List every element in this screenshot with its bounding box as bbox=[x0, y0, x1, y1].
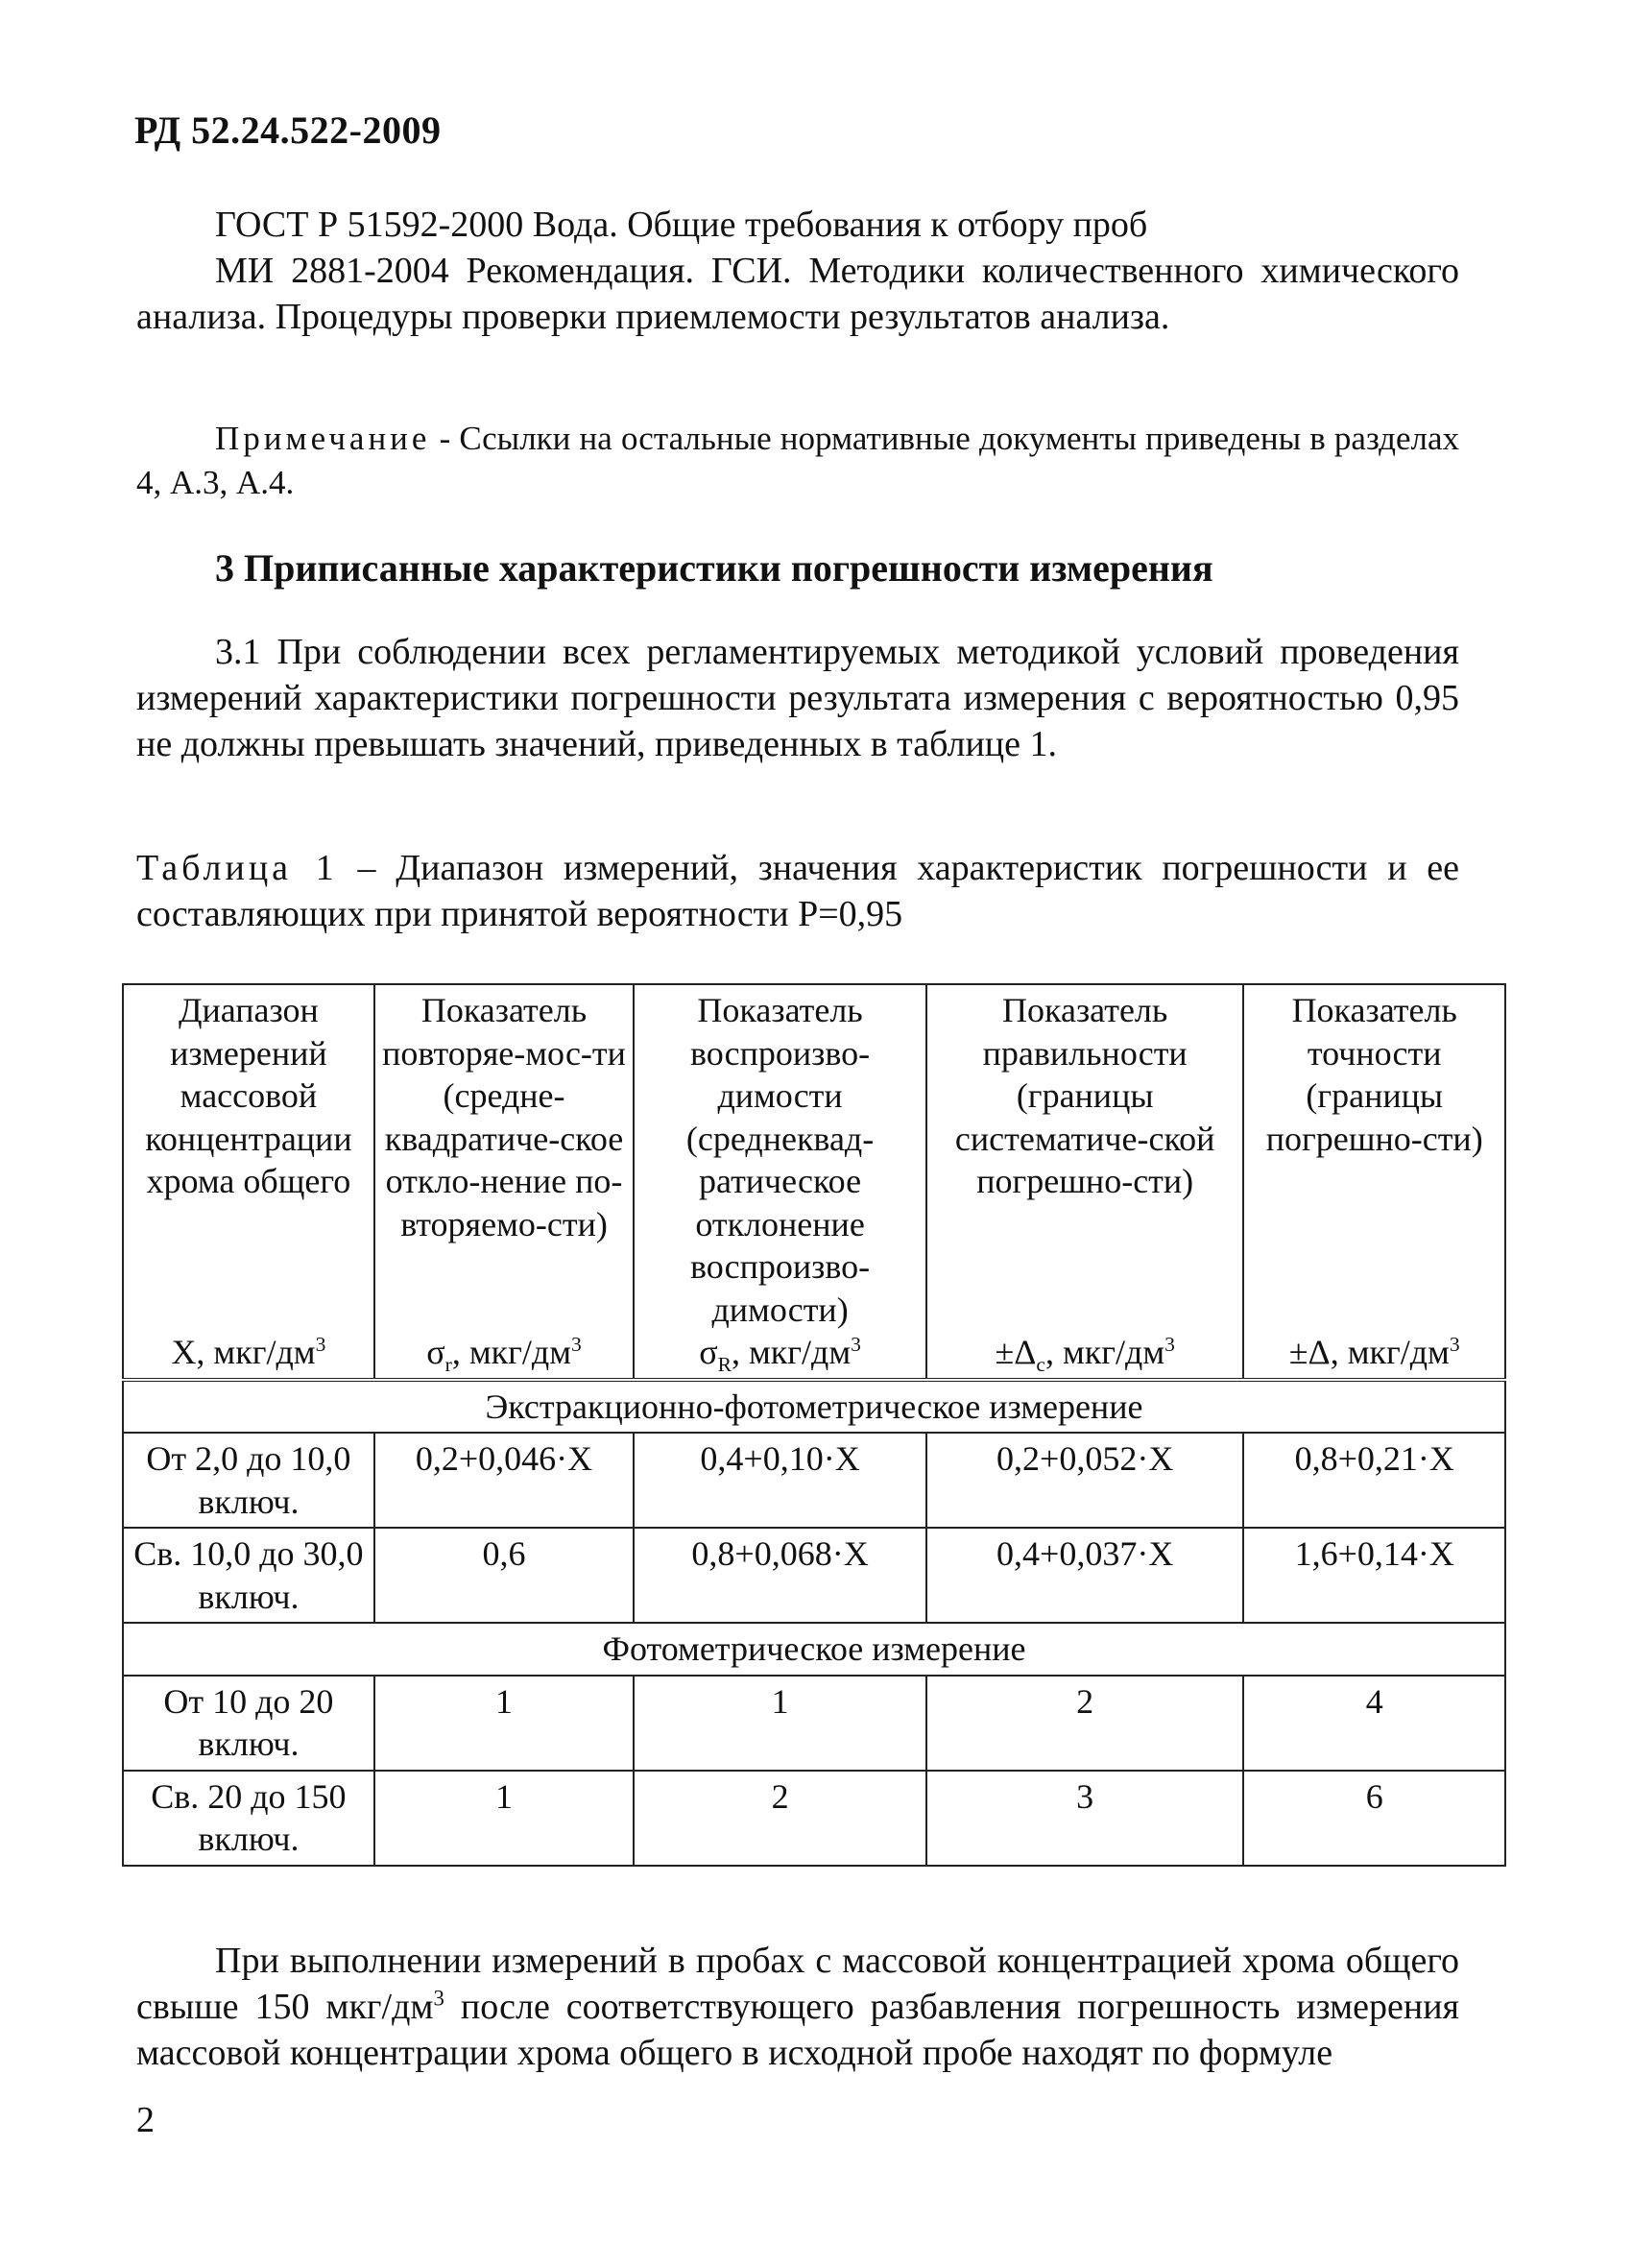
table-caption bbox=[136, 845, 1459, 937]
table-row bbox=[123, 1433, 1505, 1528]
note-text: - Ссылки на остальные нормативные документы приведены в разделах 4, А.3, А.4. bbox=[136, 420, 1459, 501]
table-row bbox=[123, 1771, 1505, 1866]
section-title: Фотометрическое измерение bbox=[123, 1623, 1505, 1676]
header-reproducibility: Показатель воспроизво-димости (среднеквад-ратическое отклонение воспроизво-димости) $\sigma_R$, мкг/$дм^3$ bbox=[634, 984, 926, 1380]
range-cell: Св. 10,0 до 30,0 включ. bbox=[123, 1528, 374, 1623]
header-trueness: Показатель правильности (границы систематиче-ской погрешно-сти) $\pm\Delta_c$, мкг/$дм^3$ bbox=[926, 984, 1243, 1380]
range-cell: Св. 20 до 150 включ. bbox=[123, 1771, 374, 1866]
header-unit: $\pm\Delta_c$, мкг/$дм^3$ bbox=[995, 1333, 1175, 1377]
value-cell: 1 bbox=[374, 1676, 634, 1771]
error-characteristics-table bbox=[122, 983, 1506, 1867]
section-title: Экстракционно-фотометрическое измерение bbox=[123, 1380, 1505, 1434]
table-row bbox=[123, 1528, 1505, 1623]
value-cell: 1 bbox=[374, 1771, 634, 1866]
normative-references bbox=[136, 202, 1459, 340]
value-cell: 1,6+0,14·X bbox=[1243, 1528, 1505, 1623]
reference-item: МИ 2881-2004 Рекомендация. ГСИ. Методики количественного химического анализа. Процедуры проверки приемлемости результатов анализа. bbox=[136, 251, 1459, 337]
header-unit: X, мкг/$дм^3$ bbox=[171, 1333, 326, 1371]
section-heading: 3 Приписанные характеристики погрешности измерения bbox=[215, 546, 1213, 590]
value-cell: 2 bbox=[634, 1771, 926, 1866]
section-row bbox=[123, 1380, 1505, 1434]
value-cell: 1 bbox=[634, 1676, 926, 1771]
value-cell: 2 bbox=[926, 1676, 1243, 1771]
formula-intro-paragraph: При выполнении измерений в пробах с массовой концентрацией хрома общего свыше 150 мкг/$дм^3$ после соответствующего разбавления погрешность измерения массовой концентрации хрома общего в исходной пробе находят по формуле bbox=[136, 1941, 1460, 2073]
page-number: 2 bbox=[136, 2100, 155, 2140]
table-row bbox=[123, 1676, 1505, 1771]
value-cell: 0,4+0,10·X bbox=[634, 1433, 926, 1528]
value-cell: 0,4+0,037·X bbox=[926, 1528, 1243, 1623]
range-cell: От 10 до 20 включ. bbox=[123, 1676, 374, 1771]
header-accuracy: Показатель точности (границы погрешно-сти) ±Δ, мкг/$дм^3$ bbox=[1243, 984, 1505, 1380]
header-repeatability: Показатель повторяе-мос-ти (средне-квадратиче-ское откло-нение по-вторяемо-сти) $\sigma_r$, мкг/$дм^3$ bbox=[374, 984, 634, 1380]
reference-item: ГОСТ Р 51592-2000 Вода. Общие требования к отбору проб bbox=[215, 205, 1148, 245]
note bbox=[136, 417, 1459, 505]
header-unit: $\sigma_r$, мкг/$дм^3$ bbox=[426, 1333, 582, 1377]
value-cell: 3 bbox=[926, 1771, 1243, 1866]
header-unit: ±Δ, мкг/$дм^3$ bbox=[1288, 1333, 1460, 1371]
range-cell: От 2,0 до 10,0 включ. bbox=[123, 1433, 374, 1528]
value-cell: 0,2+0,052·X bbox=[926, 1433, 1243, 1528]
note-label: Примечание bbox=[215, 420, 431, 457]
value-cell: 0,8+0,068·X bbox=[634, 1528, 926, 1623]
table-header-row bbox=[123, 984, 1505, 1380]
value-cell: 0,2+0,046·X bbox=[374, 1433, 634, 1528]
value-cell: 0,6 bbox=[374, 1528, 634, 1623]
table-caption-label: Таблица 1 bbox=[136, 848, 338, 888]
value-cell: 4 bbox=[1243, 1676, 1505, 1771]
header-range: Диапазон измерений массовой концентрации хрома общего X, мкг/$дм^3$ bbox=[123, 984, 374, 1380]
document-code: РД 52.24.522-2009 bbox=[134, 109, 442, 152]
header-unit: $\sigma_R$, мкг/$дм^3$ bbox=[699, 1333, 861, 1377]
section-row bbox=[123, 1623, 1505, 1676]
paragraph-3-1: 3.1 При соблюдении всех регламентируемых методикой условий проведения измерений характеристики погрешности результата измерения с вероятностью 0,95 не должны превышать значений, приведенных в таблице 1. bbox=[136, 632, 1459, 764]
value-cell: 0,8+0,21·X bbox=[1243, 1433, 1505, 1528]
table-caption-text: – Диапазон измерений, значения характеристик погрешности и ее составляющих при принятой вероятности Р=0,95 bbox=[136, 848, 1459, 934]
value-cell: 6 bbox=[1243, 1771, 1505, 1866]
